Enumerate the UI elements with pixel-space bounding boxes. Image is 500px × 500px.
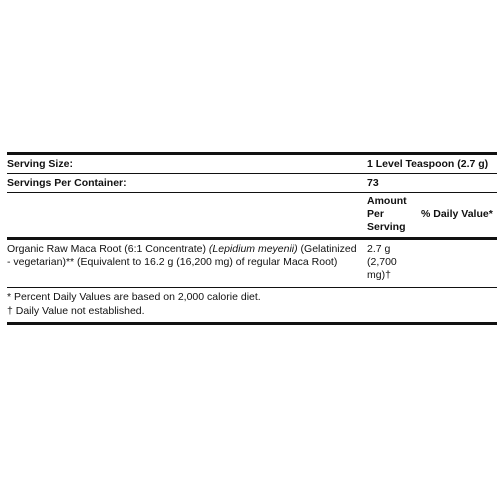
footnotes — [7, 288, 497, 318]
ingredient-amount — [367, 243, 417, 282]
supplement-facts-panel — [7, 152, 497, 325]
per-header-line: Per — [367, 208, 384, 220]
serving-size-row — [7, 155, 497, 173]
bottom-thick-rule — [7, 322, 497, 325]
ingredient-latin-name: (Lepidium meyenii) — [208, 243, 298, 255]
footnote-daily-values: * Percent Daily Values are based on 2,000 calorie diet. — [7, 291, 261, 303]
amount-header-line: Amount — [367, 195, 407, 207]
servings-per-container-label: Servings Per Container: — [7, 177, 127, 189]
ingredient-amount-line1: 2.7 g — [367, 243, 391, 255]
serving-size-label: Serving Size: — [7, 158, 73, 170]
serving-size-value: 1 Level Teaspoon (2.7 g) — [367, 158, 489, 170]
ingredient-details: (Gelatinized - vegetarian)** (Equivalent to 16.2 g (16,200 mg) of regular Maca Root) — [7, 243, 357, 268]
serving-header-line: Serving — [367, 221, 406, 233]
amount-per-serving-header — [367, 195, 417, 234]
ingredient-amount-line2: (2,700 — [367, 256, 397, 268]
ingredient-name: Organic Raw Maca Root (6:1 Concentrate) — [7, 243, 209, 255]
servings-per-container-row — [7, 174, 497, 192]
daily-value-header: % Daily Value* — [421, 208, 493, 220]
ingredient-description — [7, 243, 359, 269]
ingredient-row — [7, 240, 497, 287]
footnote-not-established: † Daily Value not established. — [7, 305, 145, 317]
column-header — [7, 193, 497, 237]
ingredient-amount-line3: mg)† — [367, 269, 391, 281]
servings-per-container-value: 73 — [367, 177, 379, 189]
